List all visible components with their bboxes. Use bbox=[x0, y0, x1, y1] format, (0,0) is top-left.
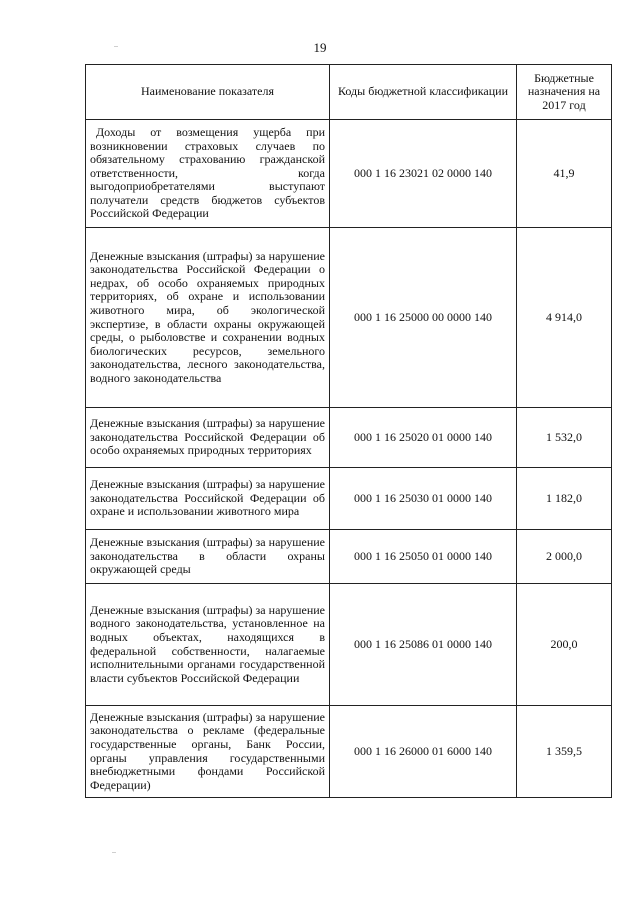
row-amount: 41,9 bbox=[517, 120, 612, 228]
row-name: Денежные взыскания (штрафы) за нарушение водного законодательства, установленное на водных объектах, находящихся в федеральной собственности, налагаемые исполнительными органами государственной власти субъектов Российской Федерации bbox=[86, 584, 330, 706]
row-code: 000 1 16 25020 01 0000 140 bbox=[330, 408, 517, 468]
page-number: 19 bbox=[313, 40, 327, 55]
row-name: Доходы от возмещения ущерба при возникновении страховых случаев по обязательному страхованию гражданской ответственности, когда выгодоприобретателями выступают получатели средств бюджетов субъектов Российской Федерации bbox=[86, 120, 330, 228]
table-row bbox=[86, 228, 612, 408]
row-amount: 1 359,5 bbox=[517, 706, 612, 798]
table-row bbox=[86, 408, 612, 468]
table-header-row bbox=[86, 65, 612, 120]
header-name: Наименование показателя bbox=[86, 65, 330, 120]
table-row bbox=[86, 706, 612, 798]
row-amount: 4 914,0 bbox=[517, 228, 612, 408]
row-code: 000 1 16 26000 01 6000 140 bbox=[330, 706, 517, 798]
table-row bbox=[86, 584, 612, 706]
row-name: Денежные взыскания (штрафы) за нарушение законодательства в области охраны окружающей среды bbox=[86, 530, 330, 584]
table-row bbox=[86, 468, 612, 530]
scan-mark-top bbox=[114, 46, 118, 47]
row-code: 000 1 16 25050 01 0000 140 bbox=[330, 530, 517, 584]
row-amount: 2 000,0 bbox=[517, 530, 612, 584]
header-amount: Бюджетные назначения на 2017 год bbox=[517, 65, 612, 120]
row-name: Денежные взыскания (штрафы) за нарушение законодательства о рекламе (федеральные государственные органы, Банк России, органы управления государственными внебюджетными фондами Российской Федерации) bbox=[86, 706, 330, 798]
table-row bbox=[86, 530, 612, 584]
row-amount: 1 532,0 bbox=[517, 408, 612, 468]
row-code: 000 1 16 25086 01 0000 140 bbox=[330, 584, 517, 706]
row-amount: 200,0 bbox=[517, 584, 612, 706]
scan-mark-bottom bbox=[112, 852, 116, 853]
row-code: 000 1 16 25000 00 0000 140 bbox=[330, 228, 517, 408]
row-name: Денежные взыскания (штрафы) за нарушение законодательства Российской Федерации об охране и использовании животного мира bbox=[86, 468, 330, 530]
row-code: 000 1 16 25030 01 0000 140 bbox=[330, 468, 517, 530]
table-row bbox=[86, 120, 612, 228]
header-code: Коды бюджетной классификации bbox=[330, 65, 517, 120]
budget-table bbox=[85, 64, 612, 798]
row-name: Денежные взыскания (штрафы) за нарушение законодательства Российской Федерации о недрах, об особо охраняемых природных территориях, об охране и использовании животного мира, об экологической экспертизе, в области охраны окружающей среды, о рыболовстве и сохранении водных биологических ресурсов, земельного законодательства, лесного законодательства, водного законодательства bbox=[86, 228, 330, 408]
row-amount: 1 182,0 bbox=[517, 468, 612, 530]
row-code: 000 1 16 23021 02 0000 140 bbox=[330, 120, 517, 228]
row-name: Денежные взыскания (штрафы) за нарушение законодательства Российской Федерации об особо охраняемых природных территориях bbox=[86, 408, 330, 468]
